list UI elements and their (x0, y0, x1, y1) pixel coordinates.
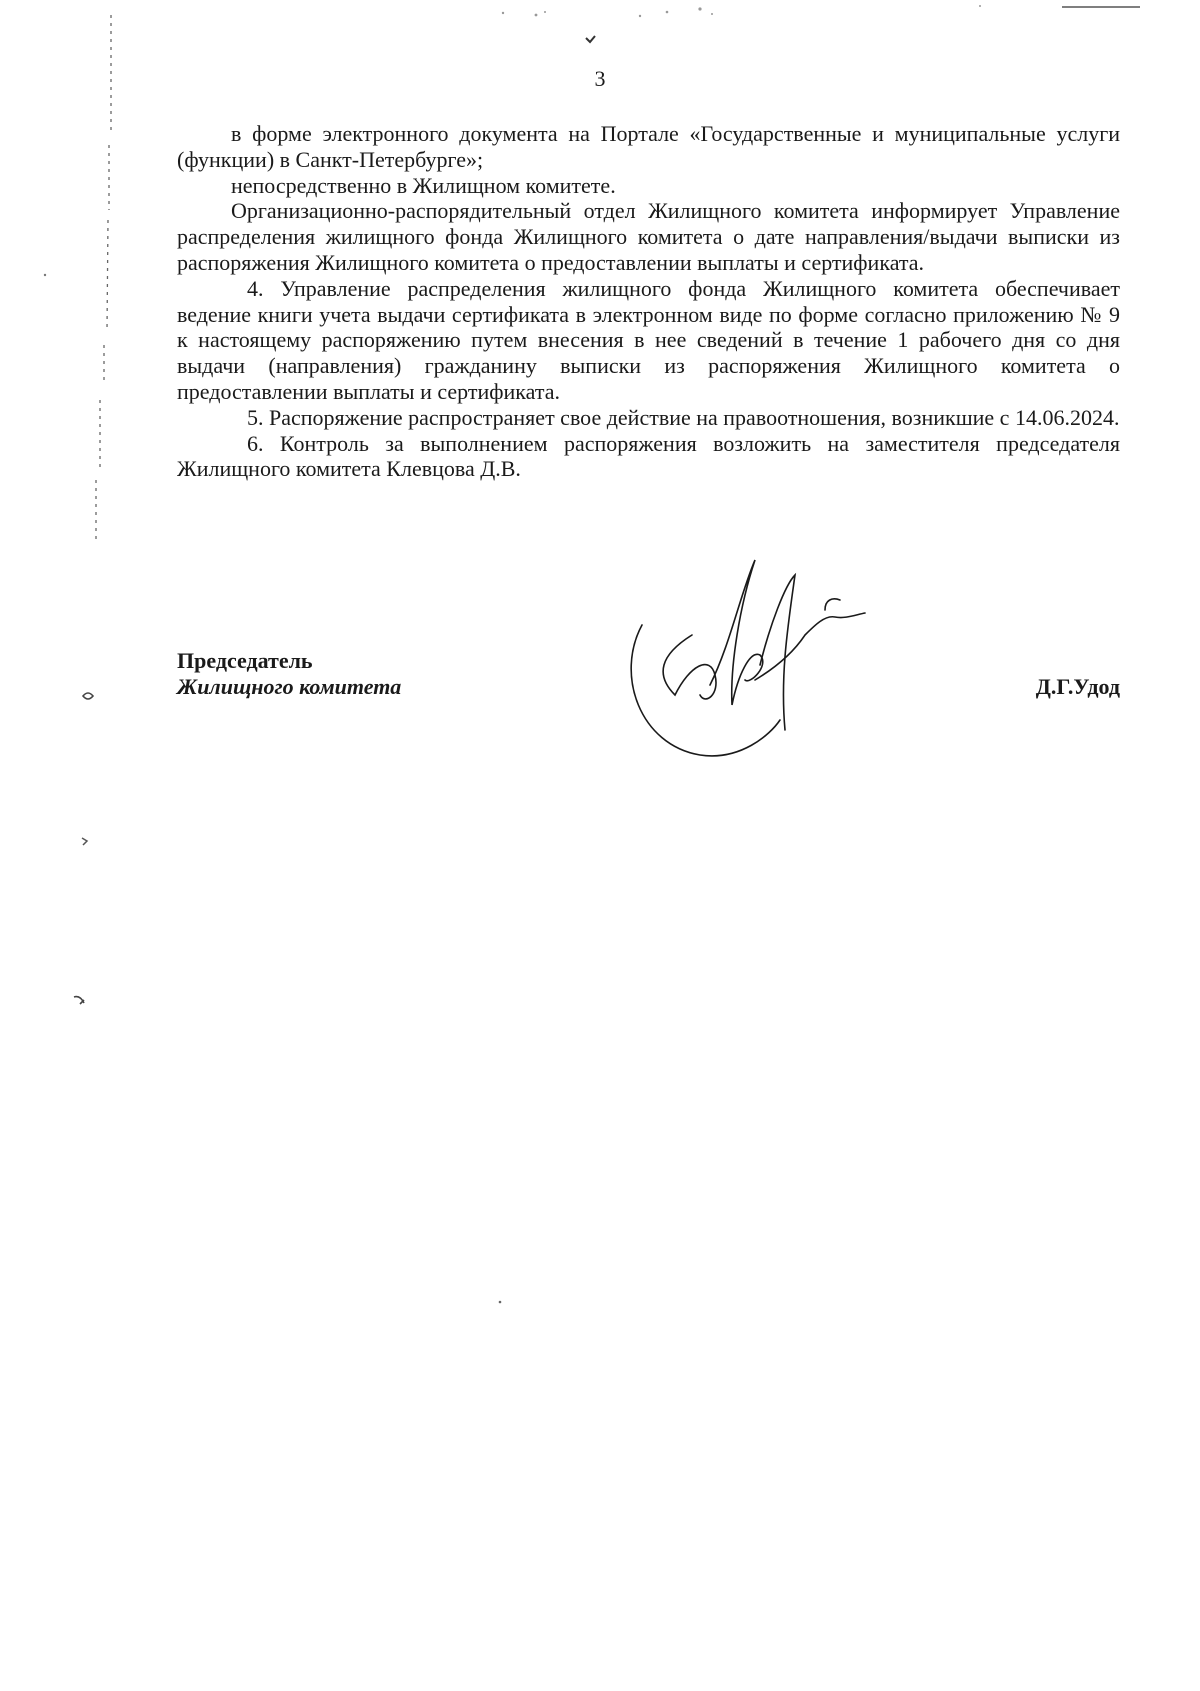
paragraph: 4. Управление распределения жилищного фонда Жилищного комитета обеспечивает ведение книги учета выдачи сертификата в электронном виде по форме согласно приложению № 9 к настоящему распоряжению путем внесения в нее сведений в течение 1 рабочего дня со дня выдачи (направления) гражданину выписки из распоряжения Жилищного комитета о предоставлении выплаты и сертификата. (177, 275, 1120, 404)
paragraph: Организационно-распорядительный отдел Жилищного комитета информирует Управление распределения жилищного фонда Жилищного комитета о дате направления/выдачи выписки из распоряжения Жилищного комитета о предоставлении выплаты и сертификата. (177, 198, 1120, 275)
handwritten-signature-icon (620, 555, 890, 775)
signatory-title (177, 648, 401, 700)
signatory-position: Председатель (177, 648, 313, 673)
paragraph: 6. Контроль за выполнением распоряжения возложить на заместителя председателя Жилищного комитета Клевцова Д.В. (177, 430, 1120, 482)
paragraph: непосредственно в Жилищном комитете. (231, 172, 616, 198)
document-body (177, 121, 1120, 482)
signatory-name: Д.Г.Удод (1035, 674, 1120, 699)
paragraph: 5. Распоряжение распространяет свое действие на правоотношения, возникшие с 14.06.2024. (247, 404, 1120, 430)
signatory-organization: Жилищного комитета (177, 674, 402, 699)
paragraph: в форме электронного документа на Портале «Государственные и муниципальные услуги (функции) в Санкт-Петербурге»; (177, 121, 1120, 172)
page-number: 3 (594, 66, 606, 91)
